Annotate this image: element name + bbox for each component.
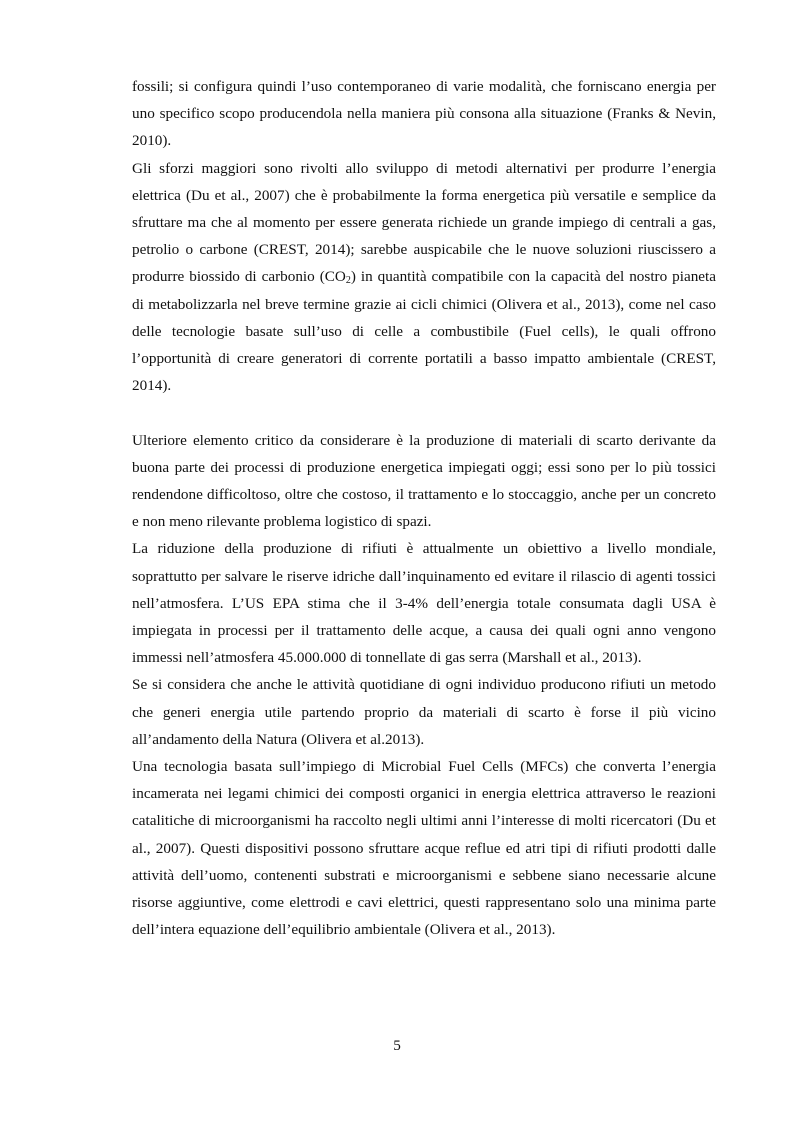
paragraph-text-before-subscript: Gli sforzi maggiori sono rivolti allo sviluppo di metodi alternativi per produrre l’energia elettrica (Du et al., 2007) che è probabilmente la forma energetica più versatile e semplice da sfruttare ma che al momento per essere generata richiede un grande impiego di centrali a gas, petrolio o carbone (CREST, 2014); sarebbe auspicabile che le nuove soluzioni riuscissero a produrre biossido di carbonio (CO xyxy=(132,159,716,286)
document-body xyxy=(132,73,716,943)
paragraph-waste-materials: Ulteriore elemento critico da considerare è la produzione di materiali di scarto derivante da buona parte dei processi di produzione energetica impiegati oggi; essi sono per lo più tossici rendendone difficoltoso, oltre che costoso, il trattamento e lo stoccaggio, anche per un concreto e non meno rilevante problema logistico di spazi. xyxy=(132,431,716,531)
paragraph-electric-energy xyxy=(132,155,716,400)
paragraph-fossil-fuels: fossili; si configura quindi l’uso contemporaneo di varie modalità, che forniscano energia per uno specifico scopo producendola nella maniera più consona alla situazione (Franks & Nevin, 2010). xyxy=(132,78,716,150)
paragraph-waste-reduction: La riduzione della produzione di rifiuti è attualmente un obiettivo a livello mondiale, soprattutto per salvare le riserve idriche dall’inquinamento ed evitare il rilascio di agenti tossici nell’atmosfera. L’US EPA stima che il 3-4% dell’energia totale consumata dagli USA è impiegata in processi per il trattamento delle acque, a causa dei quali ogni anno vengono immessi nell’atmosfera 45.000.000 di tonnellate di gas serra (Marshall et al., 2013). xyxy=(132,540,716,667)
paragraph-microbial-fuel-cells: Una tecnologia basata sull’impiego di Microbial Fuel Cells (MFCs) che converta l’energia incamerata nei legami chimici dei composti organici in energia elettrica attraverso le reazioni catalitiche di microorganismi ha raccolto negli ultimi anni l’interesse di molti ricercatori (Du et al., 2007). Questi dispositivi possono sfruttare acque reflue ed atri tipi di rifiuti prodotti dalle attività dell’uomo, contenenti substrati e microorganismi e sebbene siano necessarie alcune risorse aggiuntive, come elettrodi e cavi elettrici, questi rappresentano solo una minima parte dell’intera equazione dell’equilibrio ambientale (Olivera et al., 2013). xyxy=(132,758,716,939)
co2-subscript: 2 xyxy=(345,275,351,287)
paragraph-text-after-subscript: ) in quantità compatibile con la capacità del nostro pianeta di metabolizzarla nel breve termine grazie ai cicli chimici (Olivera et al., 2013), come nel caso delle tecnologie basate sull’uso di celle a combustibile (Fuel cells), le quali offrono l’opportunità di creare generatori di corrente portatili a basso impatto ambientale (CREST, 2014). xyxy=(132,268,716,395)
page-number: 5 xyxy=(393,1037,401,1054)
paragraph-daily-waste: Se si considera che anche le attività quotidiane di ogni individuo producono rifiuti un metodo che generi energia utile partendo proprio da materiali di scarto è forse il più vicino all’andamento della Natura (Olivera et al.2013). xyxy=(132,676,716,748)
